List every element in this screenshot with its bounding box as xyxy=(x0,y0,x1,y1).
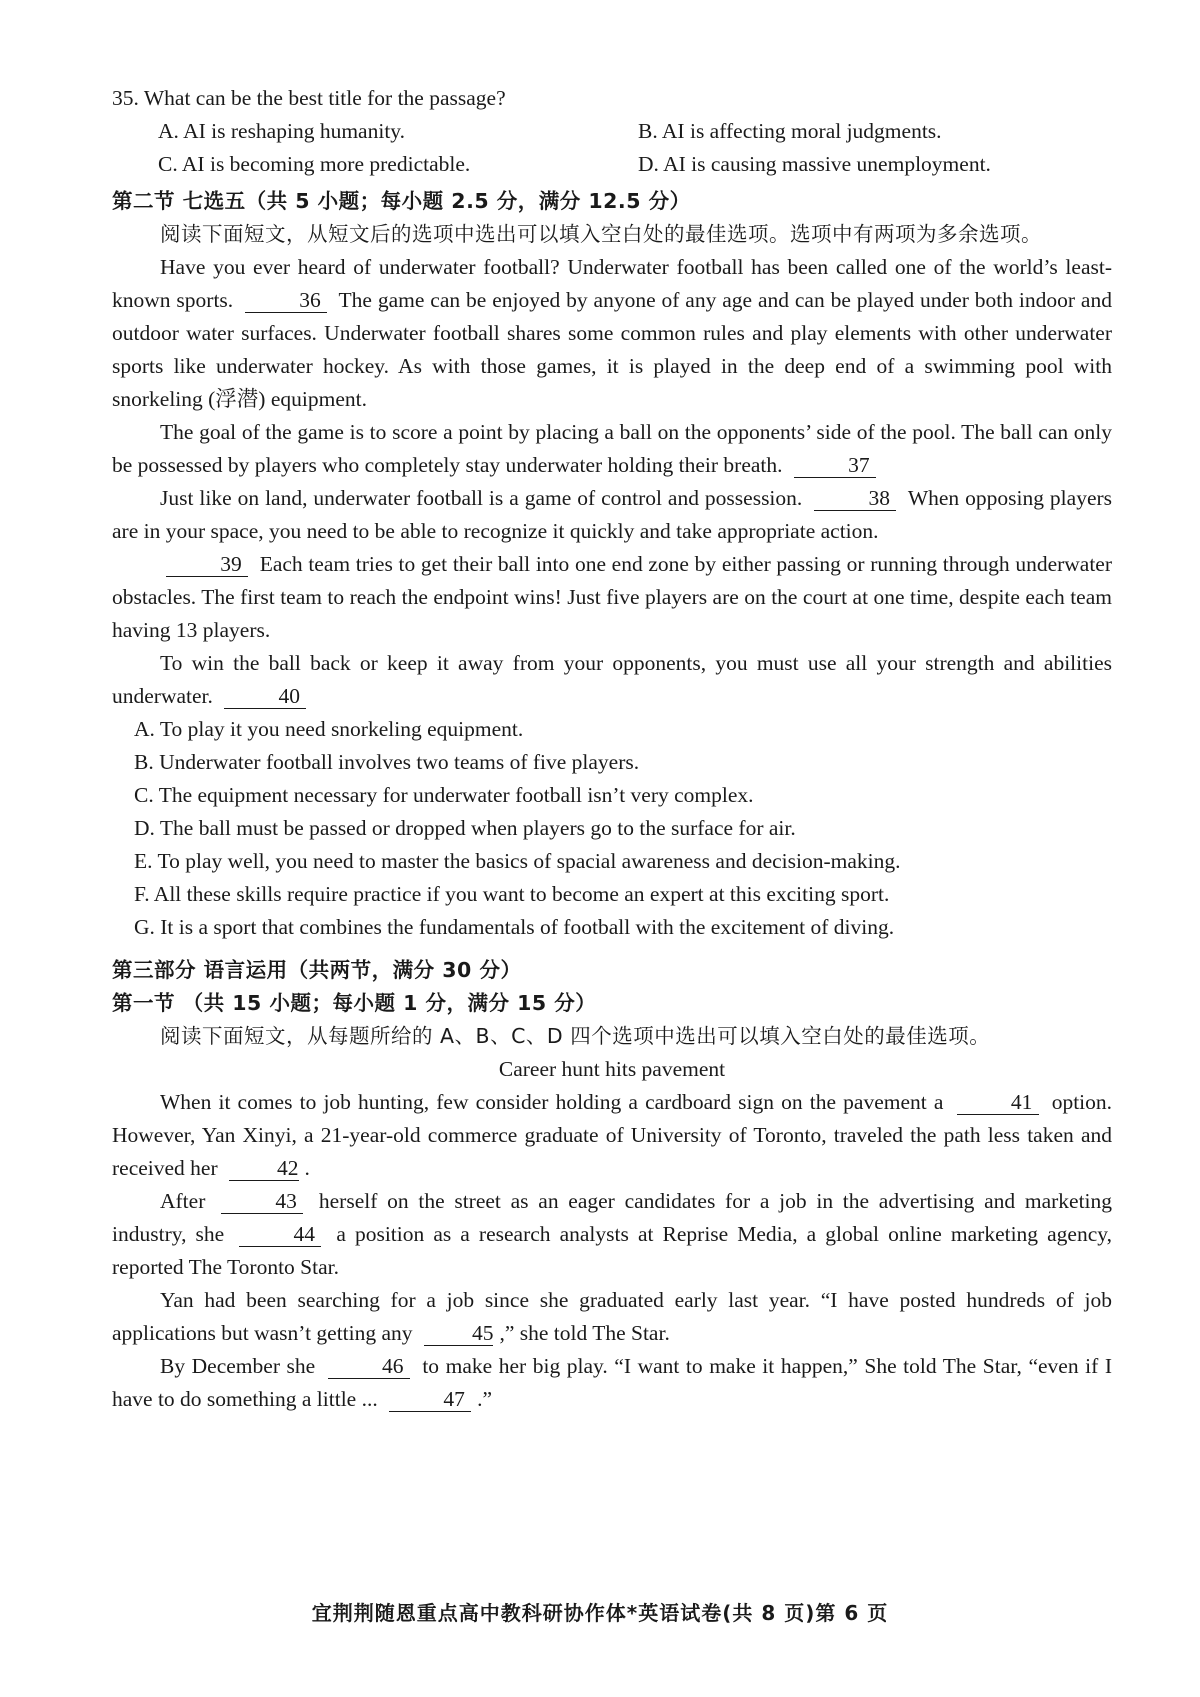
blank-40[interactable]: 40 xyxy=(224,684,306,709)
blank-36[interactable]: 36 xyxy=(245,288,327,313)
section2-option-g[interactable]: G. It is a sport that combines the fundamentals of football with the excitement of diving. xyxy=(134,915,895,939)
blank-43[interactable]: 43 xyxy=(221,1189,303,1214)
part3-sub-heading: 第一节 （共 15 小题；每小题 1 分，满分 15 分） xyxy=(112,991,597,1015)
blank-44[interactable]: 44 xyxy=(239,1222,321,1247)
q35-option-b[interactable]: B. AI is affecting moral judgments. xyxy=(638,119,942,143)
part3-paragraph-1 xyxy=(112,1086,1112,1185)
paragraph-text: herself on the street as an eager candidates for a job in the advertising and marketing industry, she xyxy=(112,1189,1113,1246)
blank-45[interactable]: 45 xyxy=(424,1321,494,1346)
section2-paragraph-4 xyxy=(112,548,1112,647)
paragraph-text: option. However, Yan Xinyi, a 21-year-old commerce graduate of University of Toronto, traveled the path less taken and received her xyxy=(112,1090,1113,1180)
part3-instruction: 阅读下面短文，从每题所给的 A、B、C、D 四个选项中选出可以填入空白处的最佳选项。 xyxy=(160,1024,991,1048)
section2-paragraph-1 xyxy=(112,251,1112,416)
paragraph-text: Just like on land, underwater football is a game of control and possession. xyxy=(160,486,803,510)
part3-paragraph-2 xyxy=(112,1185,1112,1284)
part3-paragraph-4 xyxy=(112,1350,1112,1416)
page-footer: 宜荆荆随恩重点高中教科研协作体*英语试卷(共 8 页)第 6 页 xyxy=(311,1601,889,1625)
blank-38[interactable]: 38 xyxy=(814,486,896,511)
blank-42[interactable]: 42 xyxy=(229,1156,299,1181)
page-content xyxy=(112,82,1112,1416)
section2-options xyxy=(112,713,1112,944)
paragraph-text: Yan had been searching for a job since she graduated early last year. “I have posted hundreds of job applications but wasn’t getting any xyxy=(112,1288,1112,1345)
paragraph-text: to make her big play. “I want to make it happen,” She told The Star, “even if I have to do something a little ... xyxy=(112,1354,1113,1411)
paragraph-text: Have you ever heard of underwater football? Underwater football has been called one of the world’s least-known sports. xyxy=(112,255,1112,312)
paragraph-text: . xyxy=(304,1156,310,1180)
paragraph-text: ,” she told The Star. xyxy=(499,1321,670,1345)
section2-paragraph-3 xyxy=(112,482,1112,548)
section2-paragraph-2 xyxy=(112,416,1112,482)
section2-option-c[interactable]: C. The equipment necessary for underwater football isn’t very complex. xyxy=(134,783,754,807)
blank-46[interactable]: 46 xyxy=(328,1354,410,1379)
paragraph-text: By December she xyxy=(160,1354,316,1378)
paragraph-text: Each team tries to get their ball into one end zone by either passing or running through underwater obstacles. The first team to reach the endpoint wins! Just five players are on the court at one time, despite each team having 13 players. xyxy=(112,552,1113,642)
paragraph-text: .” xyxy=(477,1387,493,1411)
blank-37[interactable]: 37 xyxy=(794,453,876,478)
part3-heading: 第三部分 语言运用（共两节，满分 30 分） xyxy=(112,958,522,982)
paragraph-text: The goal of the game is to score a point by placing a ball on the opponents’ side of the pool. The ball can only be possessed by players who completely stay underwater holding their breath. xyxy=(112,420,1112,477)
q35-option-d[interactable]: D. AI is causing massive unemployment. xyxy=(638,152,991,176)
paragraph-text: When it comes to job hunting, few consider holding a cardboard sign on the pavement a xyxy=(160,1090,944,1114)
blank-47[interactable]: 47 xyxy=(389,1387,471,1412)
section2-heading: 第二节 七选五（共 5 小题；每小题 2.5 分，满分 12.5 分） xyxy=(112,189,691,213)
paragraph-text: When opposing players are in your space, you need to be able to recognize it quickly and take appropriate action. xyxy=(112,486,1113,543)
q35-option-c[interactable]: C. AI is becoming more predictable. xyxy=(158,152,471,176)
q35-stem: 35. What can be the best title for the passage? xyxy=(112,86,506,110)
part3-paragraph-3 xyxy=(112,1284,1112,1350)
section2-option-e[interactable]: E. To play well, you need to master the basics of spacial awareness and decision-making. xyxy=(134,849,901,873)
q35-option-a[interactable]: A. AI is reshaping humanity. xyxy=(158,119,406,143)
passage-title: Career hunt hits pavement xyxy=(498,1057,726,1081)
paragraph-text: To win the ball back or keep it away from your opponents, you must use all your strength and abilities underwater. xyxy=(112,651,1112,708)
paragraph-text: The game can be enjoyed by anyone of any age and can be played under both indoor and outdoor water surfaces. Underwater football shares some common rules and play elements with other underwater sports like underwater hockey. As with those games, it is played in the deep end of a swimming pool with snorkeling (浮潜) equipment. xyxy=(112,288,1112,411)
q35-options xyxy=(112,115,1112,181)
section2-option-b[interactable]: B. Underwater football involves two teams of five players. xyxy=(134,750,640,774)
section2-instruction: 阅读下面短文，从短文后的选项中选出可以填入空白处的最佳选项。选项中有两项为多余选项。 xyxy=(160,222,1042,246)
section2-option-f[interactable]: F. All these skills require practice if you want to become an expert at this exciting sport. xyxy=(134,882,890,906)
blank-41[interactable]: 41 xyxy=(957,1090,1039,1115)
blank-39[interactable]: 39 xyxy=(166,552,248,577)
paragraph-text: a position as a research analysts at Reprise Media, a global online marketing agency, reported The Toronto Star. xyxy=(112,1222,1112,1279)
section2-option-d[interactable]: D. The ball must be passed or dropped when players go to the surface for air. xyxy=(134,816,796,840)
paragraph-text: After xyxy=(160,1189,206,1213)
section2-paragraph-5 xyxy=(112,647,1112,713)
section2-option-a[interactable]: A. To play it you need snorkeling equipment. xyxy=(134,717,524,741)
